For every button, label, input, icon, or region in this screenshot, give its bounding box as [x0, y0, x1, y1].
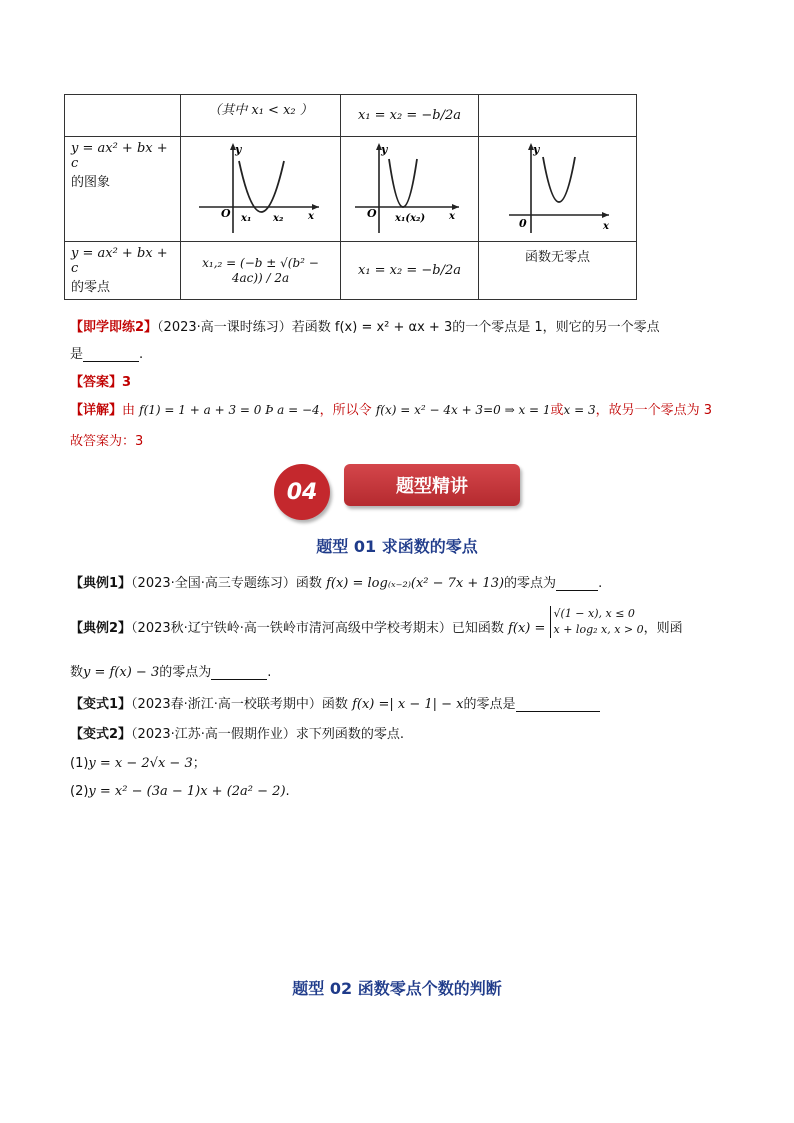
svg-text:x: x [308, 211, 314, 222]
double-root-formula: x₁ = x₂ = −b/2a [357, 263, 462, 278]
detail-tag: 【详解】 [70, 403, 123, 418]
exercise-line-2 [70, 343, 143, 362]
detail-text: ，故另一个零点为 3 [595, 403, 713, 418]
example-source: （2023·全国·高三专题练习） [131, 576, 296, 591]
table-row [65, 242, 637, 300]
detail-math: f(x) = x² − 4x + 3=0 ⇒ x = 1 [375, 403, 551, 417]
table-row [65, 137, 637, 242]
svg-text:O: O [367, 207, 377, 220]
answer-tag: 【答案】 [70, 375, 123, 390]
svg-text:x: x [603, 221, 609, 232]
svg-text:y: y [235, 143, 242, 156]
part-math: y = x − 2√x − 3 [88, 756, 193, 771]
table-cell [181, 137, 341, 242]
svg-text:x₂: x₂ [273, 213, 284, 224]
example-text: 数 [70, 665, 84, 680]
function-label: y = ax² + bx + c [71, 246, 168, 276]
example-end: . [267, 665, 272, 680]
example-1 [70, 572, 602, 591]
no-zero-text: 函数无零点 [524, 250, 590, 265]
svg-text:x₁(x₂): x₁(x₂) [395, 213, 426, 224]
answer-blank [516, 699, 600, 712]
table-cell [65, 95, 181, 137]
example-text: 已知函数 [451, 621, 504, 636]
svg-text:O: O [221, 207, 231, 220]
section-number-badge: 04 [274, 464, 330, 520]
detail-line [70, 399, 712, 418]
table-cell [479, 242, 637, 300]
graph-label: 的图象 [71, 175, 111, 190]
variant-text: 的零点是 [463, 697, 516, 712]
example-text: 的零点为 [504, 576, 557, 591]
detail-text: 或 [550, 403, 564, 418]
conclusion-line: 故答案为：3 [70, 434, 144, 449]
parabola-two-roots-graph [181, 137, 328, 237]
table-row [65, 95, 637, 137]
part-number: (2) [70, 784, 89, 799]
exercise-text-2: 是 [70, 347, 84, 362]
detail-text: 由 [122, 403, 136, 418]
variant-2 [70, 723, 404, 742]
table-cell [181, 95, 341, 137]
table-cell [479, 137, 637, 242]
detail-math: f(1) = 1 + a + 3 = 0 Þ a = −4 [139, 403, 320, 417]
svg-text:y: y [381, 143, 388, 156]
answer-blank [211, 667, 267, 680]
variant-tag: 【变式2】 [70, 727, 132, 742]
piecewise-case: √(1 − x), x ≤ 0 [553, 606, 635, 620]
detail-math: x = 3 [563, 403, 596, 417]
example-2-line-2 [70, 661, 271, 680]
table-cell [65, 242, 181, 300]
double-root-formula: x₁ = x₂ = −b/2a [357, 108, 462, 123]
exercise-tag: 【即学即练2】 [70, 320, 158, 335]
part-number: (1) [70, 756, 89, 771]
part-end: . [285, 784, 290, 799]
table-cell [341, 242, 479, 300]
example-2 [70, 606, 683, 638]
piecewise-case: x + log₂ x, x > 0 [553, 622, 644, 636]
variant-2-part-2 [70, 784, 290, 799]
variant-source: （2023春·浙江·高一校联考期中） [131, 697, 322, 712]
answer-line [70, 371, 131, 390]
example-math: f(x) = log₍ₓ₋₂₎(x² − 7x + 13) [326, 576, 505, 591]
parabola-no-root-graph [479, 137, 624, 237]
svg-text:0: 0 [519, 217, 527, 230]
zero-point-label: 的零点 [71, 280, 111, 295]
example-text: 函数 [295, 576, 322, 591]
variant-1 [70, 693, 600, 712]
topic-title: 题型 01 求函数的零点 [316, 537, 478, 556]
variant-source: （2023·江苏·高一假期作业） [131, 727, 296, 742]
quadratic-formula: x₁,₂ = (−b ± √(b² − 4ac)) / 2a [202, 255, 319, 285]
table-cell [65, 137, 181, 242]
exercise-end: . [139, 347, 144, 362]
svg-text:y: y [533, 143, 540, 156]
detail-text: ，所以令 [319, 403, 372, 418]
variant-text: 函数 [321, 697, 348, 712]
example-text: 的零点为 [159, 665, 212, 680]
answer-value: 3 [122, 375, 132, 390]
table-cell [479, 95, 637, 137]
example-math: f(x) = [508, 621, 546, 636]
example-text: ，则函 [643, 621, 683, 636]
example-source: （2023秋·辽宁铁岭·高一铁岭市清河高级中学校考期末） [131, 621, 452, 636]
exercise-text: 若函数 f(x) = x² + αx + 3的一个零点是 1，则它的另一个零点 [291, 320, 660, 335]
parabola-one-root-graph [341, 137, 466, 237]
variant-tag: 【变式1】 [70, 697, 132, 712]
example-end: . [598, 576, 603, 591]
topic-title: 题型 02 函数零点个数的判断 [292, 979, 502, 998]
variant-text: 求下列函数的零点. [295, 727, 405, 742]
variant-2-part-1 [70, 752, 206, 771]
piecewise-cases [550, 606, 644, 638]
table-cell [341, 137, 479, 242]
function-label: y = ax² + bx + c [71, 141, 168, 171]
section-title-banner: 题型精讲 [344, 464, 520, 506]
exercise-source: （2023·高一课时练习） [157, 320, 292, 335]
zero-point-table [64, 94, 637, 300]
table-cell [341, 95, 479, 137]
answer-blank [83, 349, 139, 362]
example-tag: 【典例1】 [70, 576, 132, 591]
svg-text:x: x [449, 211, 455, 222]
answer-blank [556, 578, 598, 591]
svg-text:x₁: x₁ [241, 213, 252, 224]
part-end: ； [192, 756, 206, 771]
example-math: y = f(x) − 3 [83, 665, 160, 680]
condition-text: （其中 x₁ < x₂ ） [208, 103, 313, 118]
example-tag: 【典例2】 [70, 621, 132, 636]
part-math: y = x² − (3a − 1)x + (2a² − 2) [88, 784, 286, 799]
variant-math: f(x) =| x − 1| − x [352, 697, 464, 712]
table-cell [181, 242, 341, 300]
exercise-line [70, 316, 660, 335]
